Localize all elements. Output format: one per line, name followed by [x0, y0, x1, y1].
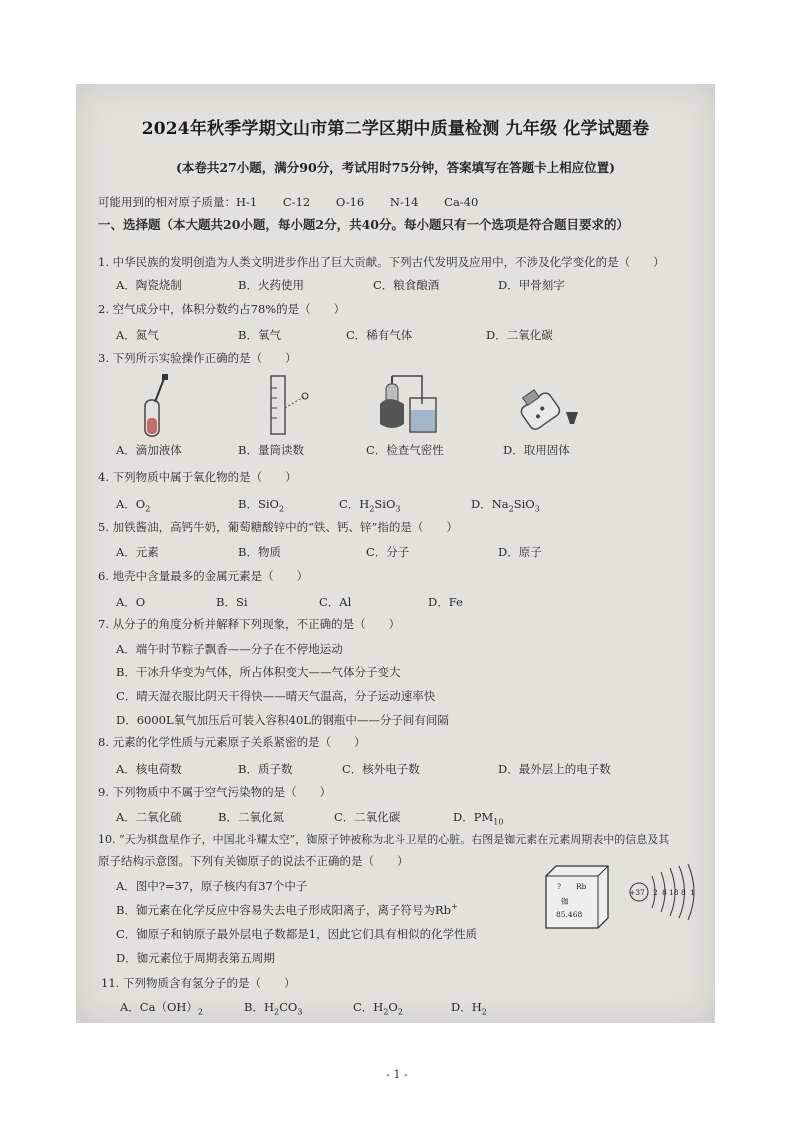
- q3-option-d: D．取用固体: [503, 443, 570, 457]
- q10-option-c: C．铷原子和钠原子最外层电子数都是1，因此它们具有相似的化学性质: [116, 927, 478, 941]
- q3-option-a: A．滴加液体: [116, 443, 182, 457]
- atom-shell-3: 18: [669, 888, 679, 897]
- rb-mass: 85.468: [556, 910, 583, 919]
- exam-subtitle: (本卷共27小题，满分90分，考试用时75分钟，答案填写在答题卡上相应位置): [175, 160, 615, 175]
- question-7: 7. 从分子的角度分析并解释下列现象，不正确的是（ ）: [98, 617, 401, 631]
- rb-name: 铷: [561, 897, 569, 906]
- rb-symbol: Rb: [576, 882, 587, 891]
- q6-option-b: B．Si: [216, 595, 248, 609]
- q8-option-a: A．核电荷数: [116, 762, 182, 776]
- dropper-test-tube-figure: [131, 374, 181, 439]
- question-10-line2: 原子结构示意图。下列有关铷原子的说法不正确的是（ ）: [98, 854, 409, 868]
- question-5: 5. 加铁酱油，高钙牛奶，葡萄糖酸锌中的“铁、钙、锌”指的是（ ）: [98, 520, 458, 534]
- q9-option-b: B．二氧化氮: [218, 810, 284, 824]
- atomic-masses-line: 可能用到的相对原子质量：H-1 C-12 O-16 N-14 Ca-40: [98, 195, 479, 209]
- q1-option-b: B．火药使用: [238, 278, 304, 292]
- q5-option-b: B．物质: [238, 545, 281, 559]
- q8-option-c: C．核外电子数: [342, 762, 420, 776]
- q6-option-c: C．Al: [319, 595, 352, 609]
- q2-option-d: D．二氧化碳: [486, 328, 553, 342]
- question-2: 2. 空气成分中，体积分数约占78%的是（ ）: [98, 302, 346, 316]
- atom-shell-5: 1: [690, 888, 695, 897]
- q11-option-d: D．$H_2$: [451, 1000, 487, 1017]
- solid-reagent-figure: [514, 376, 584, 438]
- q8-option-b: B．质子数: [238, 762, 293, 776]
- question-1: 1. 中华民族的发明创造为人类文明进步作出了巨大贡献。下列古代发明及应用中，不涉及化学变化的是（ ）: [98, 255, 665, 269]
- q7-option-c: C．晴天湿衣服比阴天干得快——晴天气温高，分子运动速率快: [116, 689, 436, 703]
- exam-sheet-photo: [76, 84, 715, 1023]
- q5-option-a: A．元素: [116, 545, 159, 559]
- q7-option-b: B．干冰升华变为气体，所占体积变大——气体分子变大: [116, 665, 401, 679]
- question-11: 11. 下列物质含有氢分子的是（ ）: [101, 976, 296, 990]
- q9-option-c: C．二氧化碳: [334, 810, 401, 824]
- exam-title: 2024年秋季学期文山市第二学区期中质量检测 九年级 化学试题卷: [141, 119, 650, 139]
- question-10-line1: 10. “天为棋盘星作子，中国北斗耀太空”，铷原子钟被称为北斗卫星的心脏。右图是铷元素在元素周期表中的信息及其: [98, 833, 670, 846]
- atom-shell-1: 2: [653, 888, 658, 897]
- airtightness-check-figure: [374, 374, 444, 438]
- question-8: 8. 元素的化学性质与元素原子关系紧密的是（ ）: [98, 735, 366, 749]
- q2-option-c: C．稀有气体: [346, 328, 413, 342]
- q1-option-a: A．陶瓷烧制: [116, 278, 182, 292]
- q5-option-c: C．分子: [366, 545, 410, 559]
- q4-option-a: A．$O_2$: [116, 497, 151, 514]
- question-3: 3. 下列所示实验操作正确的是（ ）: [98, 351, 297, 365]
- q11-option-c: C．$H_2O_2$: [353, 1000, 403, 1017]
- question-6: 6. 地壳中含量最多的金属元素是（ ）: [98, 569, 309, 583]
- q7-option-d: D．6000L氧气加压后可装入容积40L的钢瓶中——分子间有间隔: [116, 713, 449, 727]
- q9-option-d: D．$PM_{10}$: [453, 810, 504, 827]
- q1-option-c: C．粮食酿酒: [373, 278, 440, 292]
- graduated-cylinder-figure: [261, 372, 311, 438]
- q11-option-b: B．$H_2CO_3$: [244, 1000, 303, 1017]
- q9-option-a: A．二氧化硫: [116, 810, 182, 824]
- q7-option-a: A．端午时节粽子飘香——分子在不停地运动: [116, 642, 343, 656]
- atom-nucleus: +37: [629, 888, 645, 897]
- q6-option-a: A．O: [116, 595, 146, 609]
- q4-option-b: B．SiO$_2$: [238, 497, 285, 514]
- q3-option-b: B．量筒读数: [238, 443, 304, 457]
- q1-option-d: D．甲骨刻字: [498, 278, 565, 292]
- question-4: 4. 下列物质中属于氧化物的是（ ）: [98, 470, 297, 484]
- page-number: - 1 -: [386, 1068, 408, 1081]
- atom-shell-2: 8: [662, 888, 667, 897]
- q10-option-b: B．铷元素在化学反应中容易失去电子形成阳离子，离子符号为Rb+: [116, 902, 458, 917]
- q4-option-d: D．$Na_2SiO_3$: [471, 497, 540, 514]
- q10-option-d: D．铷元素位于周期表第五周期: [116, 951, 275, 965]
- q8-option-d: D．最外层上的电子数: [498, 762, 611, 776]
- q11-option-a: A．$Ca(OH)_2$: [120, 1000, 204, 1017]
- q10-option-a: A．图中?=37，原子核内有37个中子: [116, 879, 308, 893]
- q2-option-a: A．氮气: [116, 328, 159, 342]
- q5-option-d: D．原子: [498, 545, 542, 559]
- section-heading-choice: 一、选择题（本大题共20小题，每小题2分，共40分。每小题只有一个选项是符合题目要求的）: [98, 217, 629, 232]
- atom-shell-4: 8: [681, 888, 686, 897]
- q6-option-d: D．Fe: [428, 595, 463, 609]
- question-9: 9. 下列物质中不属于空气污染物的是（ ）: [98, 785, 332, 799]
- q3-option-c: C．检查气密性: [366, 443, 444, 457]
- rb-number: ?: [557, 882, 562, 891]
- q4-option-c: C．$H_2SiO_3$: [339, 497, 401, 514]
- q2-option-b: B．氧气: [238, 328, 281, 342]
